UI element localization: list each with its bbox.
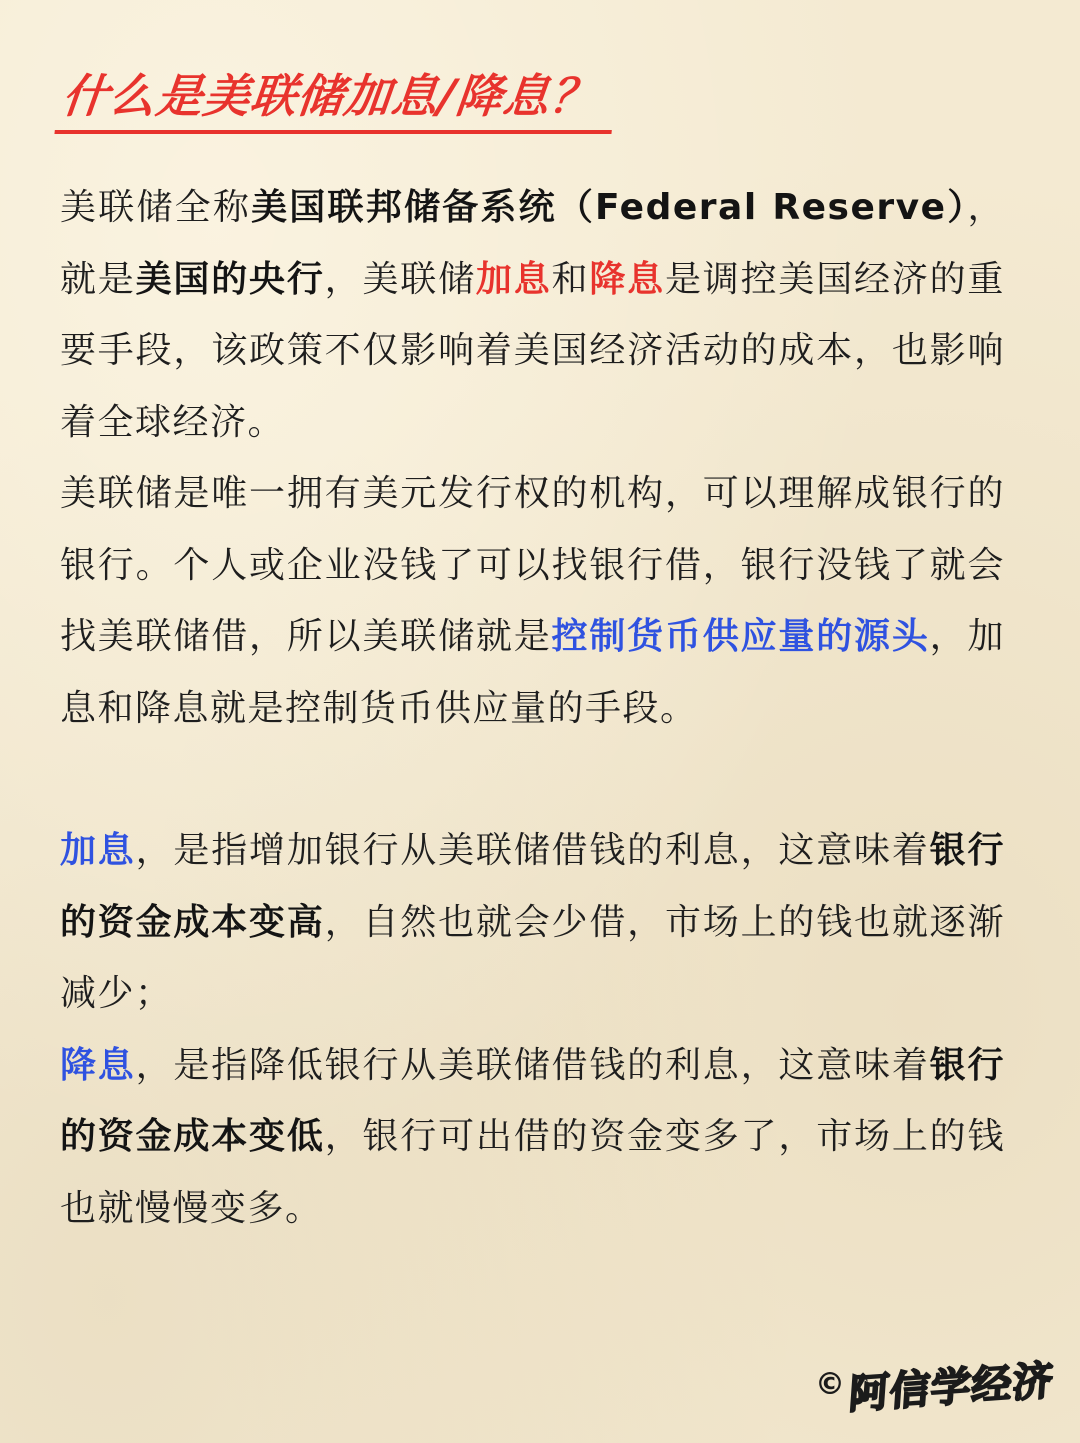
bold-term-federal-reserve: 美国联邦储备系统（Federal Reserve） (251, 187, 968, 228)
watermark-text: 阿信学经济 (847, 1357, 1056, 1419)
paragraph-rate-cut (60, 1030, 1005, 1245)
page-title: 什么是美联储加息/降息？ (54, 66, 618, 134)
bold-cost-lower: 银行的资金成本变低 (60, 1044, 1005, 1157)
paragraph-rate-hike (60, 815, 1005, 1030)
text-run: 美联储是唯一拥有美元发行权的机构，可以理解成银行的银行。个人或企业没钱了可以找银行借，银行没钱了就会找美联储借，所以美联储就是 (60, 473, 1005, 657)
text-run: 和 (551, 258, 590, 300)
text-run: ，是指降低银行从美联储借钱的利息，这意味着 (135, 1044, 930, 1086)
copyright-icon: © (815, 1367, 845, 1402)
text-run: ，加息和降息就是控制货币供应量的手段。 (60, 616, 1005, 729)
term-rate-hike: 加息 (60, 830, 136, 871)
text-run: ，是指增加银行从美联储借钱的利息，这意味着 (135, 830, 930, 871)
watermark (815, 1356, 1056, 1419)
text-run: 美联储全称 (60, 187, 252, 228)
text-run: ，自然也就会少借，市场上的钱也就逐渐减少； (60, 901, 1005, 1014)
text-run: ，银行可出借的资金变多了，市场上的钱也就慢慢变多。 (60, 1116, 1005, 1229)
paragraph-bank-of-banks (60, 458, 1005, 744)
highlight-rate-cut: 降息 (589, 258, 665, 300)
paragraph-definition (60, 172, 1005, 458)
text-run: 是调控美国经济的重要手段，该政策不仅影响着美国经济活动的成本，也影响着全球经济。 (60, 258, 1005, 443)
paragraph-spacer (60, 744, 1005, 815)
term-rate-cut: 降息 (60, 1044, 136, 1086)
highlight-money-supply-source: 控制货币供应量的源头 (551, 616, 930, 657)
highlight-rate-hike: 加息 (475, 258, 552, 300)
article-body (60, 172, 1005, 1244)
title-block (58, 66, 615, 134)
text-run: ，美联储 (324, 258, 476, 300)
text-run: ，就是 (60, 187, 1005, 300)
bold-term-central-bank: 美国的央行 (135, 258, 325, 300)
bold-cost-higher: 银行的资金成本变高 (60, 830, 1005, 943)
